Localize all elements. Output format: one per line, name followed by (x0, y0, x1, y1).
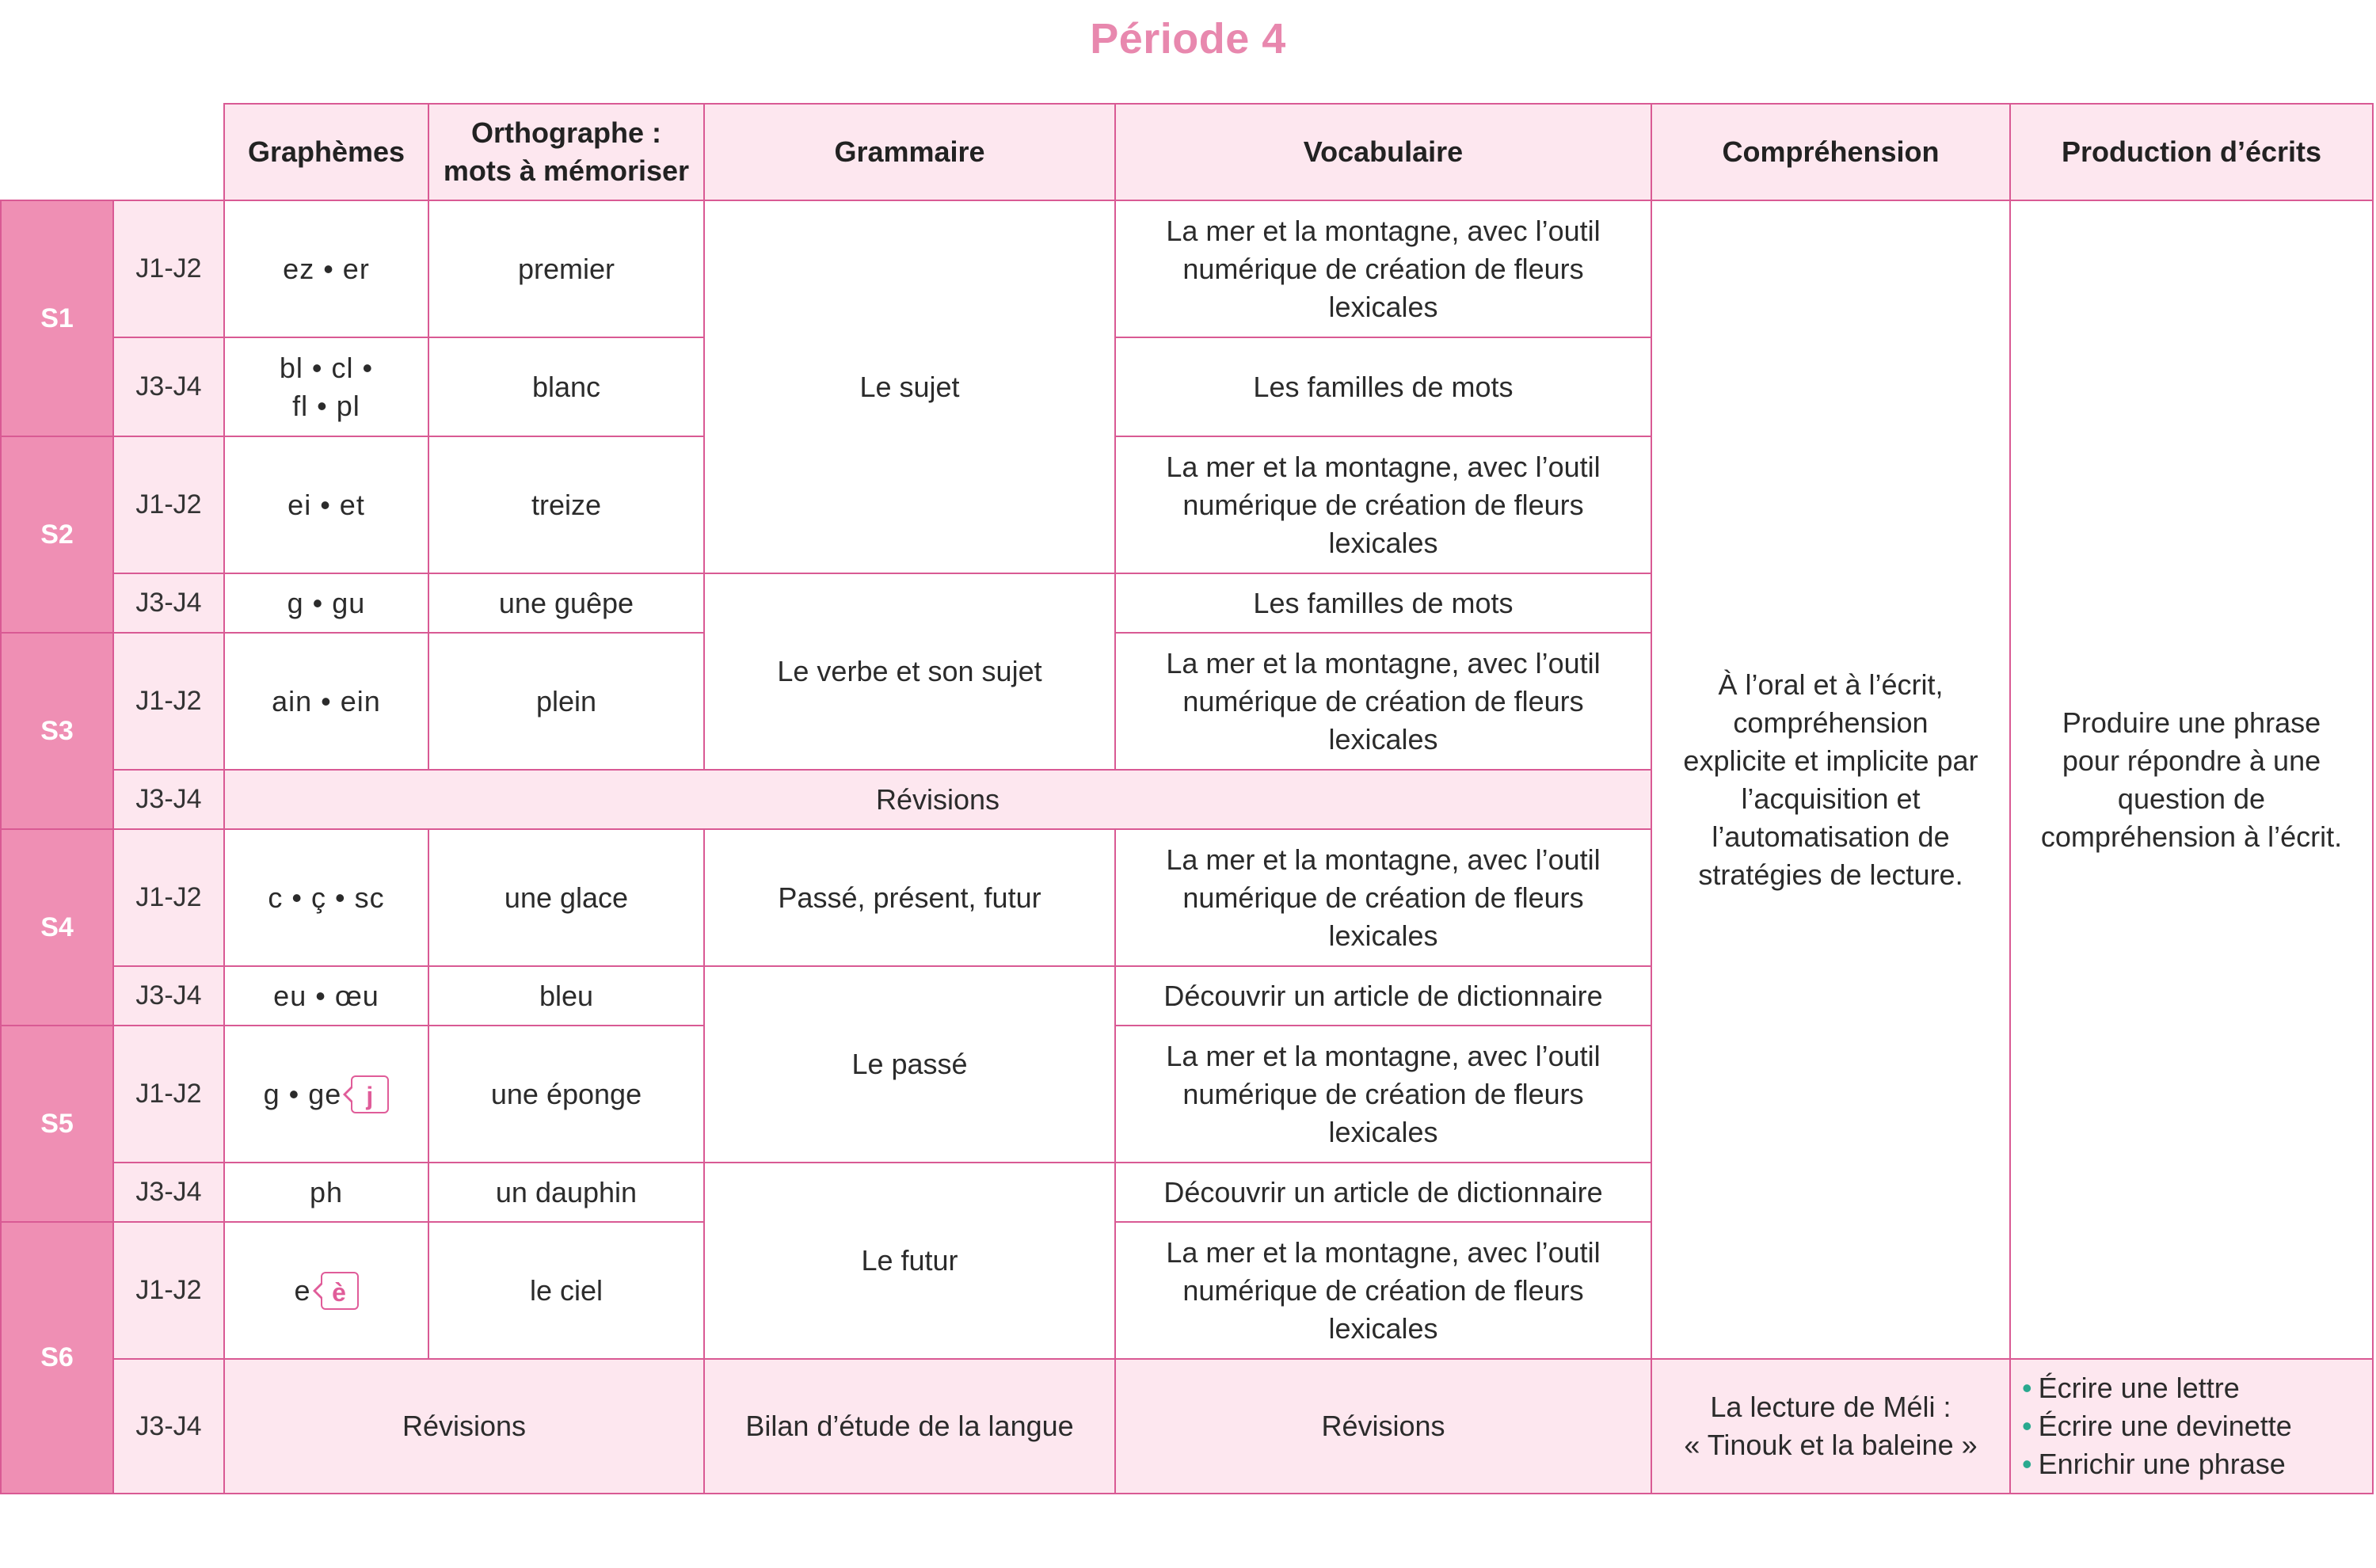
jour-s4-j12: J1-J2 (112, 828, 225, 967)
vocabulaire-s4-j12: La mer et la montagne, avec l’outil numérique de création de fleurs lexicales (1114, 828, 1652, 967)
header-vocabulaire: Vocabulaire (1114, 103, 1652, 201)
grammaire-sujet: Le sujet (703, 200, 1116, 574)
grapheme-s1-j34: bl • cl • fl • pl (223, 337, 429, 437)
grapheme-s5-j12 (223, 1025, 429, 1163)
sound-j-badge: j (351, 1075, 389, 1113)
jour-s3-j12: J1-J2 (112, 632, 225, 771)
jour-s1-j12: J1-J2 (112, 200, 225, 338)
grammaire-temps: Passé, présent, futur (703, 828, 1116, 967)
production-s6-list (2022, 1369, 2292, 1483)
revisions-s6-graphemes: Révisions (223, 1358, 705, 1494)
semaine-s1: S1 (0, 200, 114, 437)
comprehension-s6: La lecture de Méli : « Tinouk et la baleine » (1651, 1358, 2011, 1494)
vocabulaire-s5-j12: La mer et la montagne, avec l’outil numérique de création de fleurs lexicales (1114, 1025, 1652, 1163)
grapheme-s1-j12: ez • er (223, 200, 429, 338)
semaine-s5: S5 (0, 1025, 114, 1223)
grapheme-s2-j12: ei • et (223, 436, 429, 574)
jour-s2-j12: J1-J2 (112, 436, 225, 574)
semaine-s4: S4 (0, 828, 114, 1026)
grammaire-futur: Le futur (703, 1162, 1116, 1360)
jour-s4-j34: J3-J4 (112, 965, 225, 1026)
production-main: Produire une phrase pour répondre à une question de compréhension à l’écrit. (2009, 200, 2374, 1360)
header-orthographe-line2: mots à mémoriser (443, 154, 690, 187)
header-graphemes: Graphèmes (223, 103, 429, 201)
page-title: Période 4 (1090, 15, 1286, 63)
header-production: Production d’écrits (2009, 103, 2374, 201)
header-orthographe (428, 103, 705, 201)
vocabulaire-s1-j12: La mer et la montagne, avec l’outil numérique de création de fleurs lexicales (1114, 200, 1652, 338)
jour-s6-j12: J1-J2 (112, 1221, 225, 1360)
production-s6-item: • Enrichir une phrase (2022, 1445, 2292, 1483)
vocabulaire-s4-j34: Découvrir un article de dictionnaire (1114, 965, 1652, 1026)
production-s6-item: • Écrire une lettre (2022, 1369, 2292, 1407)
vocabulaire-s3-j12: La mer et la montagne, avec l’outil numérique de création de fleurs lexicales (1114, 632, 1652, 771)
grapheme-s4-j34: eu • œu (223, 965, 429, 1026)
grammaire-bilan: Bilan d’étude de la langue (703, 1358, 1116, 1494)
mot-s2-j12: treize (428, 436, 705, 574)
sound-e-grave-badge: è (321, 1272, 359, 1310)
production-s6-item: • Écrire une devinette (2022, 1407, 2292, 1445)
vocabulaire-s6-j12: La mer et la montagne, avec l’outil numérique de création de fleurs lexicales (1114, 1221, 1652, 1360)
jour-s1-j34: J3-J4 (112, 337, 225, 437)
mot-s4-j12: une glace (428, 828, 705, 967)
grapheme-s3-j12: ain • ein (223, 632, 429, 771)
vocabulaire-s2-j34: Les familles de mots (1114, 573, 1652, 634)
jour-s5-j12: J1-J2 (112, 1025, 225, 1163)
jour-s6-j34: J3-J4 (112, 1358, 225, 1494)
jour-s3-j34: J3-J4 (112, 769, 225, 830)
grapheme-s5-j34: ph (223, 1162, 429, 1223)
mot-s4-j34: bleu (428, 965, 705, 1026)
production-s6 (2009, 1358, 2374, 1494)
mot-s5-j12: une éponge (428, 1025, 705, 1163)
semaine-s3: S3 (0, 632, 114, 830)
grammaire-verbe-sujet: Le verbe et son sujet (703, 573, 1116, 771)
grapheme-s6-j12-text: e (294, 1273, 311, 1307)
grapheme-s6-j12 (223, 1221, 429, 1360)
vocabulaire-s2-j12: La mer et la montagne, avec l’outil numérique de création de fleurs lexicales (1114, 436, 1652, 574)
revisions-s6-vocabulaire: Révisions (1114, 1358, 1652, 1494)
comprehension-main: À l’oral et à l’écrit, compréhension explicite et implicite par l’acquisition et l’automatisation de stratégies de lecture. (1651, 200, 2011, 1360)
grapheme-s4-j12: c • ç • sc (223, 828, 429, 967)
semaine-s2: S2 (0, 436, 114, 634)
vocabulaire-s5-j34: Découvrir un article de dictionnaire (1114, 1162, 1652, 1223)
grammaire-passe: Le passé (703, 965, 1116, 1163)
grapheme-s5-j12-text: g • ge (263, 1077, 342, 1110)
mot-s6-j12: le ciel (428, 1221, 705, 1360)
grapheme-s2-j34: g • gu (223, 573, 429, 634)
header-comprehension: Compréhension (1651, 103, 2011, 201)
mot-s5-j34: un dauphin (428, 1162, 705, 1223)
header-grammaire: Grammaire (703, 103, 1116, 201)
revisions-s3: Révisions (223, 769, 1652, 830)
jour-s5-j34: J3-J4 (112, 1162, 225, 1223)
mot-s1-j34: blanc (428, 337, 705, 437)
jour-s2-j34: J3-J4 (112, 573, 225, 634)
mot-s3-j12: plein (428, 632, 705, 771)
header-orthographe-line1: Orthographe : (471, 116, 661, 149)
semaine-s6: S6 (0, 1221, 114, 1494)
mot-s2-j34: une guêpe (428, 573, 705, 634)
vocabulaire-s1-j34: Les familles de mots (1114, 337, 1652, 437)
mot-s1-j12: premier (428, 200, 705, 338)
